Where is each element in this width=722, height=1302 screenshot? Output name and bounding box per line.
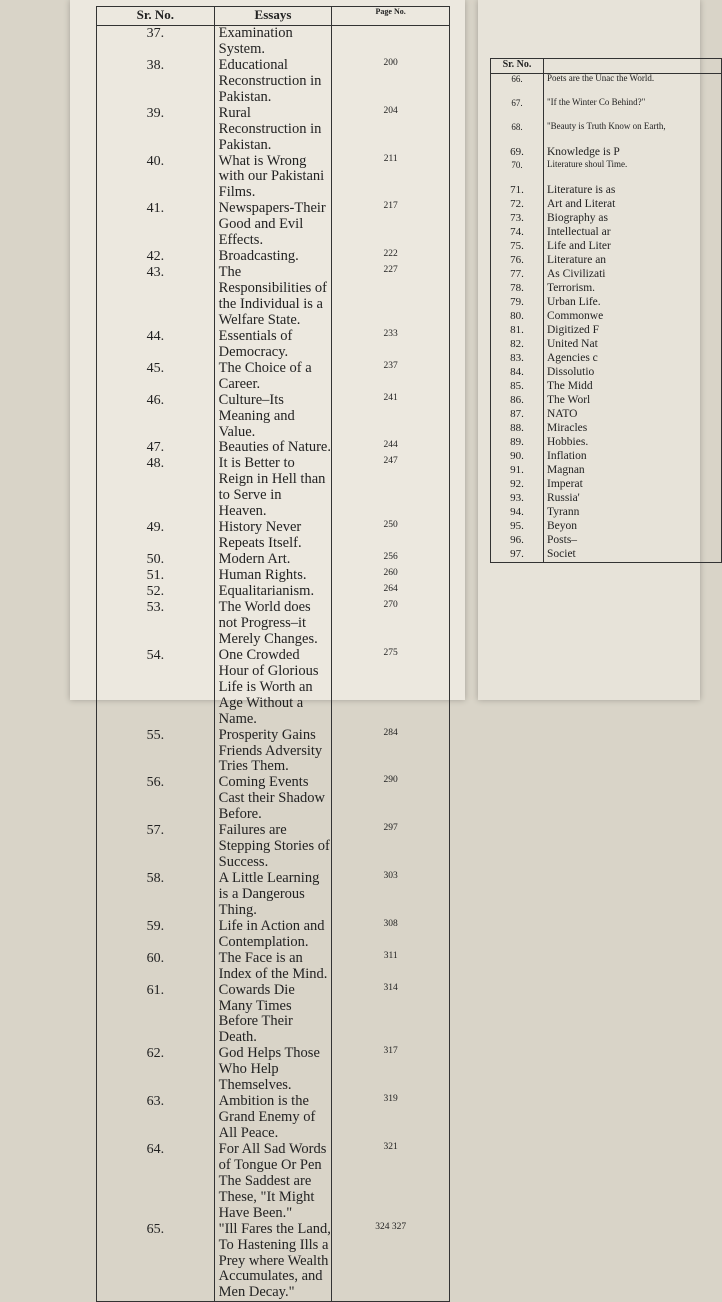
table-row: [491, 160, 722, 184]
essay-number: 73.: [491, 212, 544, 226]
table-row: [491, 548, 722, 563]
table-row: [491, 282, 722, 296]
table-row: [491, 492, 722, 506]
table-row: [491, 268, 722, 282]
essay-title: God Helps Those Who Help Themselves.: [218, 1045, 320, 1094]
essay-number: 56.: [97, 775, 215, 823]
essay-number: 84.: [491, 366, 544, 380]
right-header-row: [491, 59, 722, 74]
table-row: [97, 1094, 450, 1142]
left-header-row: [97, 7, 450, 26]
essay-number: 86.: [491, 394, 544, 408]
essay-page-number: 200: [332, 58, 450, 106]
table-row: [491, 422, 722, 436]
table-row: [97, 584, 450, 600]
table-row: [491, 506, 722, 520]
essay-number: 37.: [97, 26, 215, 58]
essay-number: 78.: [491, 282, 544, 296]
table-row: [97, 983, 450, 1047]
essay-title: "Beauty is Truth Know on Earth,: [547, 121, 666, 131]
essay-title: Literature an: [547, 254, 607, 266]
essay-number: 67.: [491, 98, 544, 122]
essay-page-number: 247: [332, 456, 450, 520]
essay-page-number: 311: [332, 951, 450, 983]
essay-number: 55.: [97, 728, 215, 776]
table-row: [97, 1222, 450, 1302]
table-row: [491, 146, 722, 160]
essay-page-number: 324 327: [332, 1222, 450, 1302]
table-row: [491, 98, 722, 122]
essay-title: As Civilizati: [547, 268, 606, 280]
essay-title: Tyrann: [547, 506, 580, 518]
essay-number: 71.: [491, 184, 544, 198]
table-row: [97, 154, 450, 202]
essay-number: 80.: [491, 310, 544, 324]
table-row: [491, 254, 722, 268]
essay-number: 59.: [97, 919, 215, 951]
essay-number: 38.: [97, 58, 215, 106]
table-row: [97, 456, 450, 520]
essay-title: Rural Reconstruction in Pakistan.: [218, 104, 322, 153]
essay-title: For All Sad Words of Tongue Or Pen The Saddest are These, "It Might Have Been.": [218, 1140, 327, 1221]
essay-title: Coming Events Cast their Shadow Before.: [218, 774, 325, 823]
table-row: [491, 122, 722, 146]
essay-number: 74.: [491, 226, 544, 240]
table-row: [491, 226, 722, 240]
essay-number: 88.: [491, 422, 544, 436]
table-row: [97, 871, 450, 919]
table-row: [491, 436, 722, 450]
essay-page-number: 233: [332, 329, 450, 361]
left-contents-table: [96, 6, 450, 1302]
essay-title: Knowledge is P: [547, 146, 620, 158]
essay-title: The World does not Progress–it Merely Changes.: [218, 599, 318, 647]
essay-title: Life in Action and Contemplation.: [218, 917, 325, 950]
essay-title: The Worl: [547, 394, 591, 406]
essay-number: 44.: [97, 329, 215, 361]
essay-title: Examination System.: [218, 25, 293, 57]
essay-number: 79.: [491, 296, 544, 310]
essay-page-number: 241: [332, 393, 450, 441]
table-row: [491, 74, 722, 99]
table-row: [97, 249, 450, 265]
essay-title: Posts–: [547, 534, 578, 546]
essay-title: Prosperity Gains Friends Adversity Tries Them.: [218, 726, 323, 775]
essay-title: Beauties of Nature.: [218, 439, 331, 456]
essay-number: 53.: [97, 600, 215, 648]
essay-title: One Crowded Hour of Glorious Life is Worth an Age Without a Name.: [218, 646, 319, 727]
essay-number: 66.: [491, 74, 544, 99]
essay-number: 77.: [491, 268, 544, 282]
sr-no-header: Sr. No.: [491, 59, 544, 74]
table-row: [97, 106, 450, 154]
table-row: [97, 520, 450, 552]
table-row: [97, 823, 450, 871]
essay-number: 51.: [97, 568, 215, 584]
table-row: [97, 329, 450, 361]
table-row: [491, 212, 722, 226]
table-row: [97, 919, 450, 951]
essay-number: 58.: [97, 871, 215, 919]
essay-page-number: 308: [332, 919, 450, 951]
table-row: [97, 26, 450, 58]
essay-title: Magnan: [547, 464, 585, 476]
essay-title: Imperat: [547, 478, 583, 490]
essay-number: 63.: [97, 1094, 215, 1142]
essay-number: 93.: [491, 492, 544, 506]
essay-page-number: 317: [332, 1046, 450, 1094]
essay-page-number: 284: [332, 728, 450, 776]
essay-title: Literature is as: [547, 184, 616, 196]
essay-title: The Choice of a Career.: [218, 359, 312, 392]
left-page: [70, 0, 465, 1301]
essay-number: 89.: [491, 436, 544, 450]
table-row: [491, 394, 722, 408]
essay-page-number: 319: [332, 1094, 450, 1142]
table-row: [97, 361, 450, 393]
table-row: [97, 58, 450, 106]
essay-title: NATO: [547, 408, 578, 420]
essay-title: A Little Learning is a Dangerous Thing.: [218, 870, 320, 918]
essay-number: 60.: [97, 951, 215, 983]
essay-number: 75.: [491, 240, 544, 254]
essay-page-number: 260: [332, 568, 450, 584]
table-row: [491, 380, 722, 394]
essay-number: 43.: [97, 265, 215, 329]
table-row: [97, 568, 450, 584]
essay-number: 90.: [491, 450, 544, 464]
essay-title: Ambition is the Grand Enemy of All Peace.: [218, 1093, 316, 1141]
table-row: [97, 728, 450, 776]
essay-number: 52.: [97, 584, 215, 600]
essay-number: 87.: [491, 408, 544, 422]
page-no-header: Page No.: [332, 7, 450, 26]
essay-number: 39.: [97, 106, 215, 154]
essay-title: Culture–Its Meaning and Value.: [218, 391, 295, 440]
essay-number: 95.: [491, 520, 544, 534]
table-row: [491, 520, 722, 534]
essay-page-number: 250: [332, 520, 450, 552]
essay-title: "If the Winter Co Behind?": [547, 97, 646, 107]
essay-number: 40.: [97, 154, 215, 202]
table-row: [97, 265, 450, 329]
essay-title: What is Wrong with our Pakistani Films.: [218, 152, 325, 201]
essay-number: 49.: [97, 520, 215, 552]
table-row: [97, 552, 450, 568]
essay-number: 91.: [491, 464, 544, 478]
table-row: [97, 393, 450, 441]
essay-page-number: 270: [332, 600, 450, 648]
essay-number: 46.: [97, 393, 215, 441]
essay-title: Literature shoul Time.: [547, 159, 628, 169]
essay-page-number: 256: [332, 552, 450, 568]
right-page: [478, 0, 700, 700]
table-row: [97, 951, 450, 983]
essay-number: 42.: [97, 249, 215, 265]
table-row: [97, 600, 450, 648]
essay-number: 81.: [491, 324, 544, 338]
essay-number: 68.: [491, 122, 544, 146]
essay-title: Art and Literat: [547, 198, 616, 210]
essay-number: 83.: [491, 352, 544, 366]
essay-number: 70.: [491, 160, 544, 184]
essays-header: Essays: [214, 7, 332, 26]
table-row: [97, 648, 450, 728]
table-row: [491, 478, 722, 492]
table-row: [97, 201, 450, 249]
essay-page-number: 297: [332, 823, 450, 871]
table-row: [97, 1142, 450, 1222]
essay-title: Agencies c: [547, 352, 598, 364]
essay-number: 45.: [97, 361, 215, 393]
essay-title: Newspapers-Their Good and Evil Effects.: [218, 200, 326, 249]
essay-page-number: 303: [332, 871, 450, 919]
table-row: [491, 310, 722, 324]
essay-title: "Ill Fares the Land, To Hastening Ills a Prey where Wealth Accumulates, and Men Decay.": [218, 1220, 331, 1301]
essay-title: The Responsibilities of the Individual is a Welfare State.: [218, 264, 328, 328]
essay-title: The Face is an Index of the Mind.: [218, 949, 328, 982]
table-row: [491, 184, 722, 198]
essay-title: Equalitarianism.: [218, 583, 315, 600]
table-row: [491, 198, 722, 212]
essay-number: 85.: [491, 380, 544, 394]
essay-title: Cowards Die Many Times Before Their Death.: [218, 981, 295, 1046]
essay-page-number: 227: [332, 265, 450, 329]
essay-title: Human Rights.: [218, 567, 307, 584]
essay-title: Life and Liter: [547, 240, 611, 252]
essay-number: 96.: [491, 534, 544, 548]
essay-page-number: 211: [332, 154, 450, 202]
essay-number: 41.: [97, 201, 215, 249]
essays-header: [544, 59, 722, 74]
right-contents-table: [490, 58, 722, 563]
essay-title: Inflation: [547, 450, 587, 462]
essay-number: 64.: [97, 1142, 215, 1222]
table-row: [491, 450, 722, 464]
essay-page-number: 222: [332, 249, 450, 265]
essay-title: Modern Art.: [218, 551, 291, 568]
table-row: [491, 324, 722, 338]
essay-title: Hobbies.: [547, 436, 589, 448]
essay-title: Failures are Stepping Stories of Success.: [218, 822, 330, 871]
essay-page-number: 204: [332, 106, 450, 154]
essay-title: Biography as: [547, 212, 609, 224]
essay-title: United Nat: [547, 338, 598, 350]
table-row: [491, 366, 722, 380]
table-row: [491, 408, 722, 422]
essay-page-number: 244: [332, 440, 450, 456]
table-row: [491, 464, 722, 478]
essay-title: Intellectual ar: [547, 226, 611, 238]
essay-title: It is Better to Reign in Hell than to Serve in Heaven.: [218, 455, 326, 520]
essay-number: 65.: [97, 1222, 215, 1302]
essay-page-number: 264: [332, 584, 450, 600]
essay-page-number: 321: [332, 1142, 450, 1222]
essay-page-number: 314: [332, 983, 450, 1047]
essay-number: 94.: [491, 506, 544, 520]
essay-title: Digitized F: [547, 324, 600, 336]
table-row: [491, 240, 722, 254]
essay-page-number: 290: [332, 775, 450, 823]
essay-number: 62.: [97, 1046, 215, 1094]
essay-title: Educational Reconstruction in Pakistan.: [218, 56, 322, 105]
table-row: [491, 534, 722, 548]
essay-title: Commonwe: [547, 310, 604, 322]
table-row: [97, 440, 450, 456]
essay-number: 47.: [97, 440, 215, 456]
left-contents-body: [97, 26, 450, 1302]
essay-title: Russia': [547, 492, 580, 504]
essay-title: Terrorism.: [547, 282, 596, 294]
essay-number: 82.: [491, 338, 544, 352]
essay-page-number: 237: [332, 361, 450, 393]
sr-no-header: Sr. No.: [97, 7, 215, 26]
essay-title: Dissolutio: [547, 366, 595, 378]
essay-title: Broadcasting.: [218, 248, 299, 265]
essay-title: The Midd: [547, 380, 593, 392]
essay-title: Essentials of Democracy.: [218, 327, 293, 360]
right-contents-body: [491, 74, 722, 563]
essay-title: History Never Repeats Itself.: [218, 519, 302, 552]
essay-number: 92.: [491, 478, 544, 492]
essay-number: 97.: [491, 548, 544, 563]
essay-number: 57.: [97, 823, 215, 871]
essay-number: 48.: [97, 456, 215, 520]
essay-title: Urban Life.: [547, 296, 601, 308]
essay-number: 50.: [97, 552, 215, 568]
table-row: [491, 338, 722, 352]
table-row: [97, 775, 450, 823]
essay-title: Miracles: [547, 422, 588, 434]
essay-number: 72.: [491, 198, 544, 212]
essay-number: 61.: [97, 983, 215, 1047]
essay-title: Poets are the Unac the World.: [547, 73, 655, 83]
essay-title: Beyon: [547, 520, 578, 532]
essay-page-number: [332, 26, 450, 58]
essay-title: Societ: [547, 548, 576, 560]
table-row: [491, 352, 722, 366]
table-row: [491, 296, 722, 310]
essay-page-number: 217: [332, 201, 450, 249]
essay-number: 54.: [97, 648, 215, 728]
essay-number: 76.: [491, 254, 544, 268]
table-row: [97, 1046, 450, 1094]
essay-page-number: 275: [332, 648, 450, 728]
essay-number: 69.: [491, 146, 544, 160]
